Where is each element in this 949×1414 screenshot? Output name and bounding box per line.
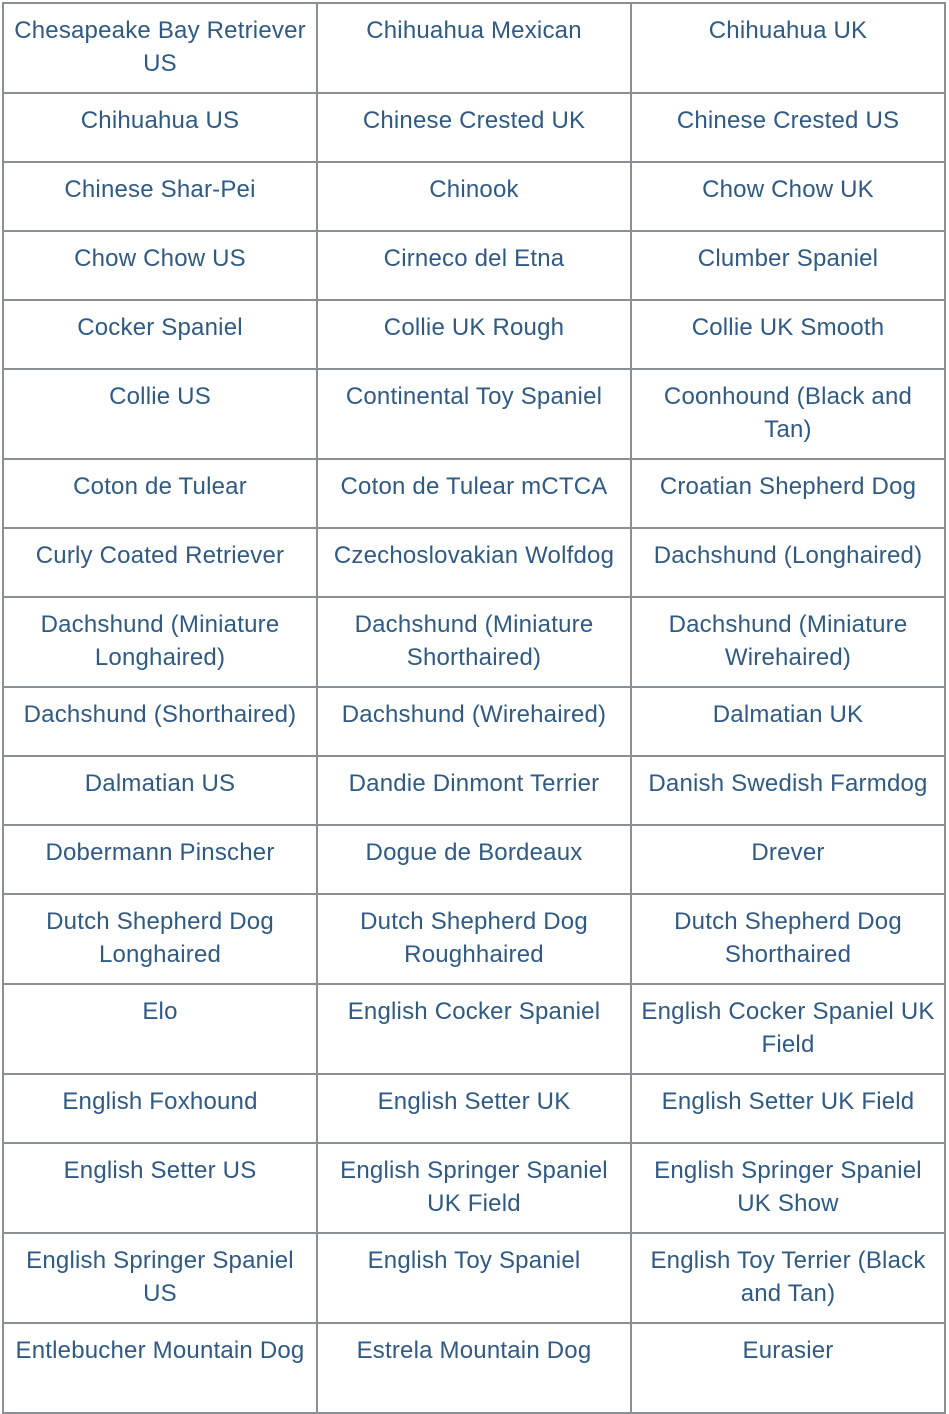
table-cell: Collie US: [3, 369, 317, 459]
table-cell: Croatian Shepherd Dog: [631, 459, 945, 528]
table-cell: Chinese Crested US: [631, 93, 945, 162]
table-cell: English Springer Spaniel US: [3, 1233, 317, 1323]
table-row: [3, 528, 945, 597]
table-cell: English Setter UK: [317, 1074, 631, 1143]
table-cell: English Springer Spaniel UK Field: [317, 1143, 631, 1233]
table-cell: Dalmatian US: [3, 756, 317, 825]
table-cell: Cirneco del Etna: [317, 231, 631, 300]
table-cell: English Cocker Spaniel UK Field: [631, 984, 945, 1074]
table-cell: Clumber Spaniel: [631, 231, 945, 300]
table-cell: Dandie Dinmont Terrier: [317, 756, 631, 825]
table-row: [3, 894, 945, 984]
table-cell: Dalmatian UK: [631, 687, 945, 756]
table-cell: Chinese Crested UK: [317, 93, 631, 162]
table-cell: English Foxhound: [3, 1074, 317, 1143]
table-cell: Curly Coated Retriever: [3, 528, 317, 597]
table-cell: Coonhound (Black and Tan): [631, 369, 945, 459]
table-row: [3, 756, 945, 825]
table-row: [3, 984, 945, 1074]
table-cell: Dogue de Bordeaux: [317, 825, 631, 894]
table-cell: Estrela Mountain Dog: [317, 1323, 631, 1413]
table-row: [3, 300, 945, 369]
table-row: [3, 597, 945, 687]
table-cell: Chesapeake Bay Retriever US: [3, 3, 317, 93]
table-cell: Dutch Shepherd Dog Roughhaired: [317, 894, 631, 984]
table-cell: Danish Swedish Farmdog: [631, 756, 945, 825]
table-cell: English Springer Spaniel UK Show: [631, 1143, 945, 1233]
table-cell: English Setter US: [3, 1143, 317, 1233]
table-cell: Continental Toy Spaniel: [317, 369, 631, 459]
table-cell: Dachshund (Miniature Longhaired): [3, 597, 317, 687]
table-cell: Entlebucher Mountain Dog: [3, 1323, 317, 1413]
table-row: [3, 1323, 945, 1413]
table-cell: Collie UK Smooth: [631, 300, 945, 369]
table-row: [3, 825, 945, 894]
table-cell: Drever: [631, 825, 945, 894]
table-cell: Coton de Tulear mCTCA: [317, 459, 631, 528]
table-cell: Dachshund (Wirehaired): [317, 687, 631, 756]
table-cell: Coton de Tulear: [3, 459, 317, 528]
table-cell: Collie UK Rough: [317, 300, 631, 369]
table-cell: Dachshund (Miniature Shorthaired): [317, 597, 631, 687]
table-cell: Chihuahua UK: [631, 3, 945, 93]
table-cell: Chihuahua US: [3, 93, 317, 162]
table-cell: Dobermann Pinscher: [3, 825, 317, 894]
table-cell: Dachshund (Longhaired): [631, 528, 945, 597]
table-cell: Dutch Shepherd Dog Shorthaired: [631, 894, 945, 984]
table-row: [3, 1074, 945, 1143]
table-cell: Chow Chow US: [3, 231, 317, 300]
table-cell: English Toy Terrier (Black and Tan): [631, 1233, 945, 1323]
table-row: [3, 459, 945, 528]
table-cell: Chihuahua Mexican: [317, 3, 631, 93]
table-cell: English Cocker Spaniel: [317, 984, 631, 1074]
table-cell: Dachshund (Miniature Wirehaired): [631, 597, 945, 687]
table-cell: Chow Chow UK: [631, 162, 945, 231]
table-cell: English Toy Spaniel: [317, 1233, 631, 1323]
table-row: [3, 93, 945, 162]
table-cell: Dachshund (Shorthaired): [3, 687, 317, 756]
table-cell: Czechoslovakian Wolfdog: [317, 528, 631, 597]
table-row: [3, 3, 945, 93]
breed-table: [2, 2, 946, 1414]
table-cell: Dutch Shepherd Dog Longhaired: [3, 894, 317, 984]
table-cell: Elo: [3, 984, 317, 1074]
table-row: [3, 1143, 945, 1233]
table-row: [3, 1233, 945, 1323]
table-cell: Eurasier: [631, 1323, 945, 1413]
table-cell: Chinook: [317, 162, 631, 231]
table-row: [3, 687, 945, 756]
table-row: [3, 162, 945, 231]
table-cell: Cocker Spaniel: [3, 300, 317, 369]
table-row: [3, 369, 945, 459]
table-cell: English Setter UK Field: [631, 1074, 945, 1143]
table-row: [3, 231, 945, 300]
table-cell: Chinese Shar-Pei: [3, 162, 317, 231]
